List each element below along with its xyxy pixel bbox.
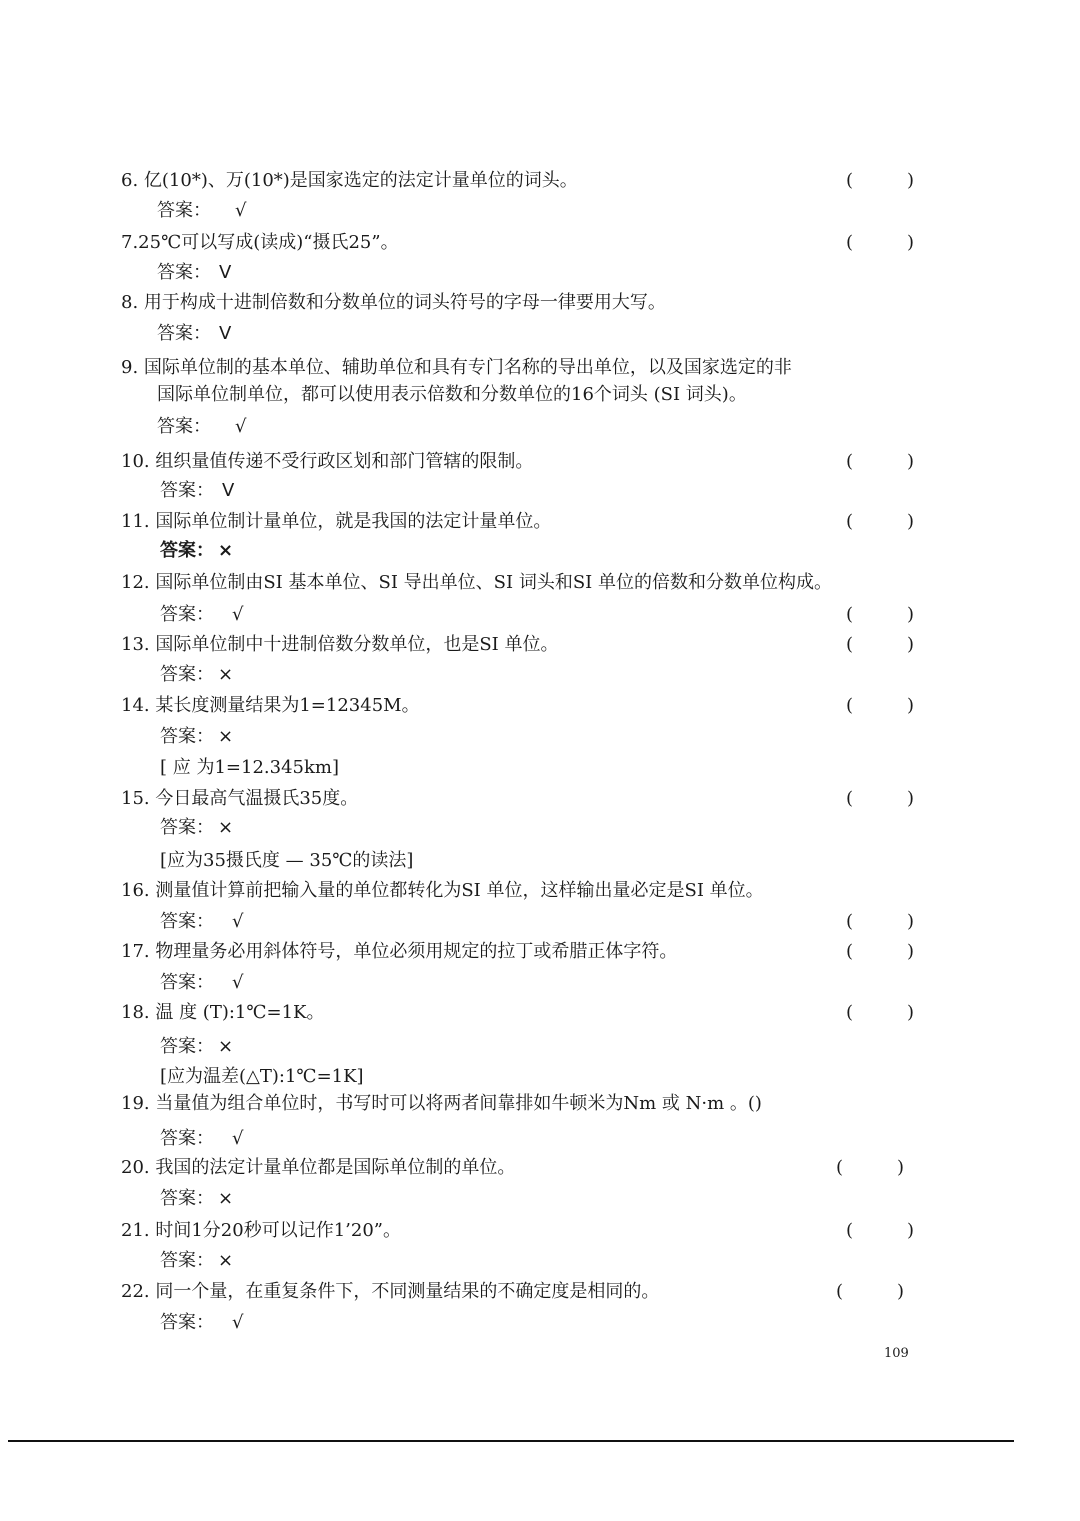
answer-label: 答案：: [160, 664, 214, 685]
answer-19: [160, 1128, 243, 1150]
question-16: 16. 测量值计算前把输入量的单位都转化为SI 单位，这样输出量必定是SI 单位。: [121, 880, 764, 901]
answer-value: √: [232, 911, 244, 932]
question-15: 15. 今日最高气温摄氏35度。: [121, 788, 359, 809]
question-8: 8. 用于构成十进制倍数和分数单位的词头符号的字母一律要用大写。: [121, 292, 666, 313]
question-6: 6. 亿(10*)、万(10*)是国家选定的法定计量单位的词头。: [121, 170, 578, 191]
answer-value: ×: [218, 664, 234, 685]
answer-value: V: [219, 262, 232, 283]
answer-14: [160, 726, 233, 748]
answer-blank-15: ( ): [845, 788, 920, 809]
question-17: 17. 物理量务必用斜体符号，单位必须用规定的拉丁或希腊正体字符。: [121, 941, 678, 962]
answer-blank-14: ( ): [845, 695, 920, 716]
answer-label: 答案：: [160, 911, 214, 932]
answer-value: √: [232, 1312, 244, 1333]
answer-13: [160, 664, 233, 686]
correction-note-18: [应为温差(△T):1℃=1K]: [160, 1066, 364, 1087]
answer-9: [157, 416, 246, 438]
answer-value: ×: [218, 817, 234, 838]
answer-value: V: [219, 323, 232, 344]
answer-blank-12: ( ): [845, 604, 920, 625]
question-9-line-2: 国际单位制单位，都可以使用表示倍数和分数单位的16个词头 (SI 词头)。: [157, 384, 747, 405]
correction-note-14: [ 应 为1=12.345km]: [160, 757, 339, 778]
question-18: 18. 温 度 (T):1℃=1K。: [121, 1002, 325, 1023]
answer-label: 答案：: [160, 1188, 214, 1209]
answer-blank-21: ( ): [845, 1220, 920, 1241]
answer-label: 答案：: [160, 1036, 214, 1057]
answer-blank-20: ( ): [835, 1157, 910, 1178]
answer-6: [157, 200, 246, 222]
answer-label: 答案：: [157, 262, 211, 283]
answer-value: √: [232, 604, 244, 625]
answer-label: 答案：: [160, 817, 214, 838]
answer-8: [157, 323, 231, 345]
answer-label: 答案：: [157, 200, 211, 221]
answer-value: ×: [218, 1036, 234, 1057]
answer-15: [160, 817, 233, 839]
question-14: 14. 某长度测量结果为1=12345M。: [121, 695, 420, 716]
answer-18: [160, 1036, 233, 1058]
question-9: 9. 国际单位制的基本单位、辅助单位和具有专门名称的导出单位，以及国家选定的非: [121, 357, 792, 378]
answer-value: √: [232, 972, 244, 993]
question-12: 12. 国际单位制由SI 基本单位、SI 导出单位、SI 词头和SI 单位的倍数和分数单位构成。: [121, 572, 832, 593]
answer-blank-16: ( ): [845, 911, 920, 932]
answer-blank-22: ( ): [835, 1281, 910, 1302]
answer-label: 答案：: [160, 604, 214, 625]
answer-16: [160, 911, 243, 933]
question-19: 19. 当量值为组合单位时，书写时可以将两者间靠排如牛顿米为Nm 或 N·m 。(): [121, 1093, 762, 1114]
question-10: 10. 组织量值传递不受行政区划和部门管辖的限制。: [121, 451, 534, 472]
answer-12: [160, 604, 243, 626]
answer-11: [160, 540, 233, 562]
question-22: 22. 同一个量，在重复条件下，不同测量结果的不确定度是相同的。: [121, 1281, 660, 1302]
answer-blank-17: ( ): [845, 941, 920, 962]
answer-blank-18: ( ): [845, 1002, 920, 1023]
answer-label: 答案：: [157, 323, 211, 344]
answer-22: [160, 1312, 243, 1334]
answer-value: ×: [218, 726, 234, 747]
answer-10: [160, 480, 234, 502]
answer-21: [160, 1250, 233, 1272]
answer-blank-13: ( ): [845, 634, 920, 655]
question-21: 21. 时间1分20秒可以记作1’20”。: [121, 1220, 401, 1241]
question-20: 20. 我国的法定计量单位都是国际单位制的单位。: [121, 1157, 516, 1178]
answer-label: 答案：: [160, 480, 214, 501]
answer-blank-11: ( ): [845, 511, 920, 532]
answer-value: ×: [218, 540, 234, 561]
answer-value: ×: [218, 1250, 234, 1271]
answer-value: √: [235, 200, 247, 221]
footer-rule: [8, 1440, 1014, 1442]
answer-7: [157, 262, 231, 284]
answer-blank-10: ( ): [845, 451, 920, 472]
answer-label: 答案：: [160, 726, 214, 747]
page-number: 109: [884, 1346, 909, 1361]
answer-label: 答案：: [160, 1250, 214, 1271]
answer-label: 答案：: [160, 1128, 214, 1149]
answer-label: 答案：: [160, 1312, 214, 1333]
correction-note-15: [应为35摄氏度 — 35℃的读法]: [160, 850, 414, 871]
answer-value: √: [232, 1128, 244, 1149]
answer-value: V: [222, 480, 235, 501]
answer-blank-6: ( ): [845, 170, 920, 191]
answer-blank-7: ( ): [845, 232, 920, 253]
answer-value: ×: [218, 1188, 234, 1209]
question-13: 13. 国际单位制中十进制倍数分数单位，也是SI 单位。: [121, 634, 559, 655]
answer-label: 答案：: [160, 540, 214, 561]
answer-label: 答案：: [157, 416, 211, 437]
answer-label: 答案：: [160, 972, 214, 993]
answer-17: [160, 972, 243, 994]
question-11: 11. 国际单位制计量单位，就是我国的法定计量单位。: [121, 511, 552, 532]
question-7: 7.25℃可以写成(读成)“摄氏25”。: [121, 232, 399, 253]
answer-20: [160, 1188, 233, 1210]
answer-value: √: [235, 416, 247, 437]
